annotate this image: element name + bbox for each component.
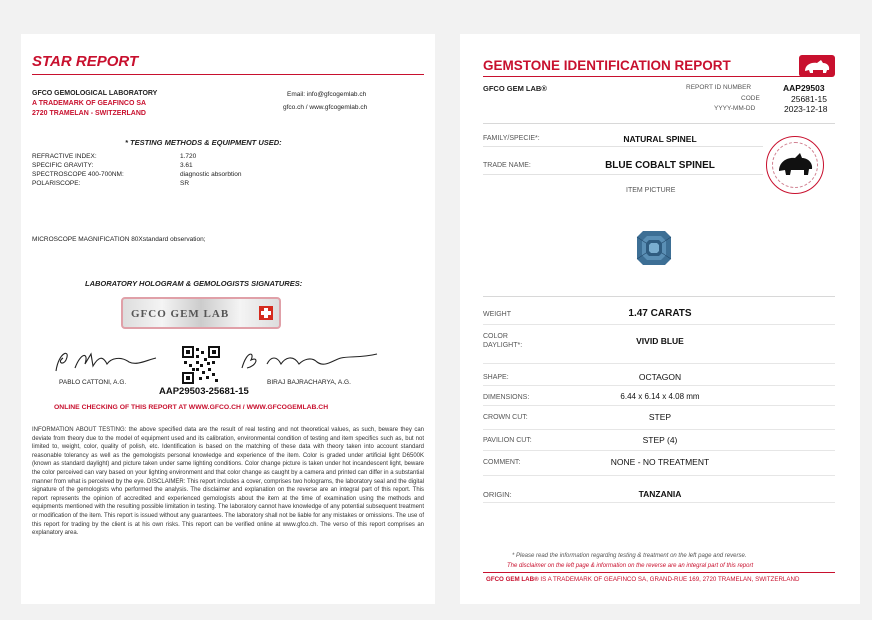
gem-picture <box>636 230 672 266</box>
test-label: SPECTROSCOPE 400-700NM: <box>32 171 124 178</box>
row-divider <box>483 429 835 430</box>
report-id-value: AAP29503 <box>783 83 825 93</box>
daylight-label: DAYLIGHT*: <box>483 342 523 349</box>
identification-report-page <box>460 34 860 604</box>
comment-value: NONE - NO TREATMENT <box>610 457 710 467</box>
shape-label: SHAPE: <box>483 374 509 381</box>
report-code: AAP29503-25681-15 <box>159 386 249 397</box>
weight-label: WEIGHT <box>483 311 511 318</box>
online-check-link[interactable]: ONLINE CHECKING OF THIS REPORT AT WWW.GFCO.CH / WWW.GFCOGEMLAB.CH <box>54 404 329 411</box>
dimensions-label: DIMENSIONS: <box>483 394 530 401</box>
hologram-title: LABORATORY HOLOGRAM & GEMOLOGISTS SIGNATURES: <box>85 279 303 288</box>
family-label: FAMILY/SPECIE*: <box>483 135 540 142</box>
code-value: 25681-15 <box>791 94 827 104</box>
row-divider <box>483 475 835 476</box>
footnote-1: * Please read the information regarding testing & treatment on the left page and reverse. <box>512 553 747 559</box>
item-picture-label: ITEM PICTURE <box>626 187 676 194</box>
pavilion-cut-value: STEP (4) <box>642 435 678 445</box>
disclaimer-text: INFORMATION ABOUT TESTING: the above specified data are the result of real testing and not theoretical values, as such, beware they can deviate from theory due to the model of equipment used and its calibration, environmental condition of testing and item specifics such as, but not limited to, weight, color, quality of polish, etc. Identification is based on the matching of these data with theory taken into account standard reasonable tolerancy as well as the gemologists personal knowledge and experience of the item. Color is graded under artificial light D6500K (known as standard daylight) and picture taken under same lighting conditions. Color change picture is taken under hot incandescent light, beware the color perceived can vary based on your lighting environment and that color change as caught by a camera and printed can differ in a substantial manner from what is perceived by the eye. DISCLAIMER: This report includes a cover, comprises two holograms, the laboratory seal and the digital signature of the gemologists who performed the analysis. The disclaimer and explanation on the reverse are an integral part of this report. This report represents the opinion of accredited and experienced gemologists about the item at the time of examination using the methods and equipments mentioned with the resulting possible limitation in testing. The laboratory cannot have knowledge of any potential subsequent treatment or modification of the item. This report is issued without any guarantees. The laboratory shall not be liable for any mistakes or omissions. The use of this report for trading by the client is at his own risks. This report can be verified online at www.gfco.ch. The verso of this report comprises an explanatory area. <box>32 427 424 537</box>
footer-divider <box>483 572 835 573</box>
swiss-flag-icon <box>259 306 273 320</box>
rhino-seal-icon <box>777 151 815 181</box>
test-value: diagnostic absorbtion <box>180 171 242 178</box>
row-divider <box>483 502 835 503</box>
trade-value: BLUE COBALT SPINEL <box>605 160 715 171</box>
color-value: VIVID BLUE <box>636 336 684 346</box>
weight-value: 1.47 CARATS <box>628 308 692 319</box>
report-title: GEMSTONE IDENTIFICATION REPORT <box>483 58 731 73</box>
origin-label: ORIGIN: <box>483 490 512 499</box>
test-label: SPECIFIC GRAVITY: <box>32 162 94 169</box>
microscope-label: MICROSCOPE MAGNIFICATION 80X: <box>32 236 145 243</box>
title-divider <box>32 74 424 75</box>
row-divider <box>483 385 835 386</box>
shape-value: OCTAGON <box>638 372 682 382</box>
color-label: COLOR <box>483 333 508 340</box>
laboratory-seal <box>766 136 824 194</box>
signer-1-name: PABLO CATTONI, A.G. <box>59 379 127 386</box>
test-value: SR <box>180 180 190 187</box>
pavilion-cut-label: PAVILION CUT: <box>483 437 532 444</box>
row-divider <box>483 363 835 364</box>
row-divider <box>483 174 763 175</box>
test-value: 3.61 <box>180 162 193 169</box>
row-divider <box>483 450 835 451</box>
test-value: 1.720 <box>180 153 197 160</box>
report-id-label: REPORT ID NUMBER <box>686 84 752 91</box>
lab-label: GFCO GEM LAB® <box>483 84 547 93</box>
crown-cut-label: CROWN CUT: <box>483 414 528 421</box>
footer-lab: GFCO GEM LAB® <box>486 576 539 583</box>
family-value: NATURAL SPINEL <box>623 134 697 144</box>
methods-title: * TESTING METHODS & EQUIPMENT USED: <box>125 138 282 147</box>
comment-label: COMMENT: <box>483 459 521 466</box>
lab-web: gfco.ch / www.gfcogemlab.ch <box>283 104 368 111</box>
signature-2-icon <box>237 346 387 378</box>
title-divider <box>483 76 811 77</box>
microscope-value: standard observation; <box>143 236 206 243</box>
trade-label: TRADE NAME: <box>483 162 531 169</box>
star-report-title: STAR REPORT <box>32 53 139 70</box>
dimensions-value: 6.44 x 6.14 x 4.08 mm <box>620 392 700 401</box>
lab-trademark: A TRADEMARK OF GEAFINCO SA <box>32 100 147 107</box>
header-divider <box>483 123 835 124</box>
picture-divider <box>483 296 835 297</box>
row-divider <box>483 146 763 147</box>
footer-trademark <box>486 576 799 583</box>
lab-name: GFCO GEMOLOGICAL LABORATORY <box>32 90 158 97</box>
test-label: POLARISCOPE: <box>32 180 81 187</box>
date-value: 2023-12-18 <box>784 104 828 114</box>
gfco-logo-icon <box>799 55 835 77</box>
date-label: YYYY-MM-DD <box>714 105 756 112</box>
hologram-sticker <box>121 297 281 329</box>
rhino-icon <box>799 55 835 77</box>
origin-value: TANZANIA <box>638 489 682 499</box>
lab-address: 2720 TRAMELAN - SWITZERLAND <box>32 110 146 117</box>
footer-address: IS A TRADEMARK OF GEAFINCO SA, GRAND-RUE 169, 2720 TRAMELAN, SWITZERLAND <box>538 576 800 583</box>
crown-cut-value: STEP <box>648 412 672 422</box>
row-divider <box>483 405 835 406</box>
qr-code-icon <box>182 346 220 384</box>
footnote-2: The disclaimer on the left page & information on the reverse are an integral part of this report <box>507 563 754 569</box>
signer-2-name: BIRAJ BAJRACHARYA, A.G. <box>267 379 351 386</box>
test-label: REFRACTIVE INDEX: <box>32 153 97 160</box>
code-label: CODE <box>741 95 760 102</box>
row-divider <box>483 324 835 325</box>
hologram-text: GFCO GEM LAB <box>131 308 230 320</box>
lab-email: Email: info@gfcogemlab.ch <box>287 91 367 98</box>
star-report-page <box>21 34 435 604</box>
signature-1-icon <box>51 346 161 376</box>
